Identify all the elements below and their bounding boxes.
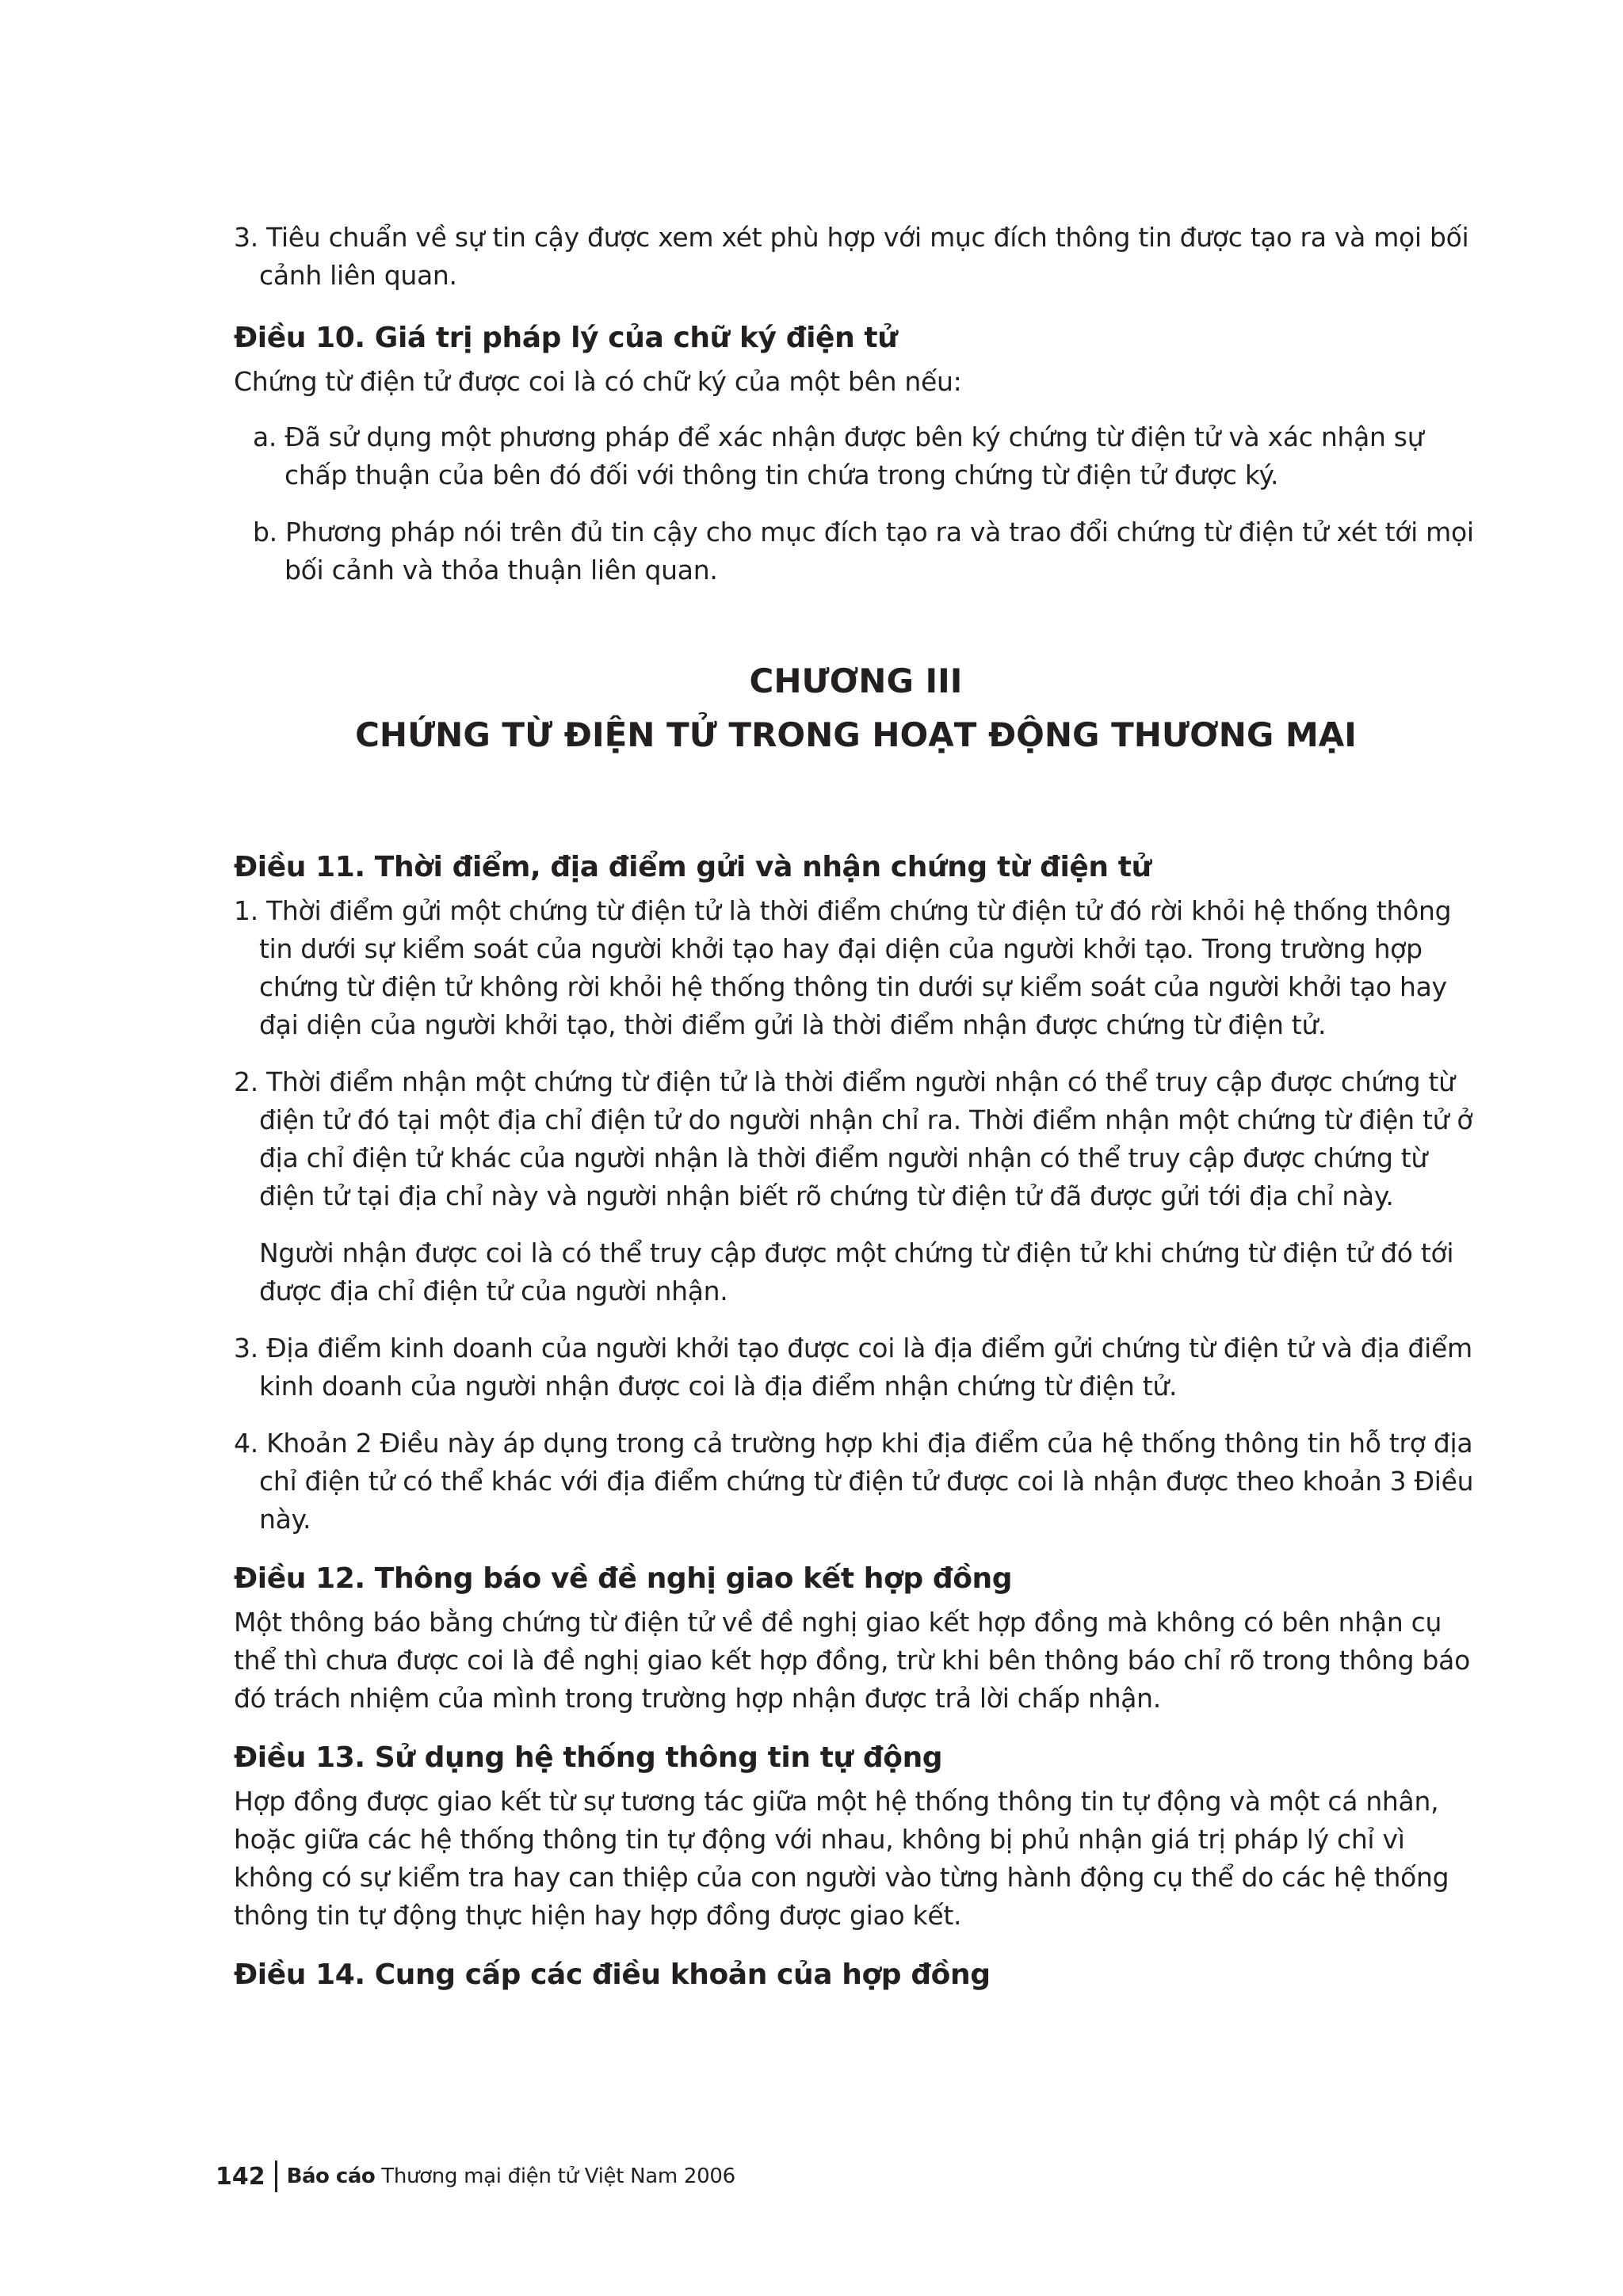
art14-heading: Điều 14. Cung cấp các điều khoản của hợp đồng <box>234 1958 991 1991</box>
page-content <box>234 219 1478 1995</box>
art10-heading: Điều 10. Giá trị pháp lý của chữ ký điện tử <box>234 322 898 354</box>
art10-intro: Chứng từ điện tử được coi là có chữ ký của một bên nếu: <box>234 366 962 397</box>
page-number: 142 <box>216 2162 265 2191</box>
art11-item3: 3. Địa điểm kinh doanh của người khởi tạo được coi là địa điểm gửi chứng từ điện tử và địa điểm kinh doanh của người nhận được coi là địa điểm nhận chứng từ điện tử. <box>234 1333 1472 1402</box>
art13-body: Hợp đồng được giao kết từ sự tương tác giữa một hệ thống thông tin tự động và một cá nhân, hoặc giữa các hệ thống thông tin tự động với nhau, không bị phủ nhận giá trị pháp lý chỉ vì không có sự kiểm tra hay can thiệp của con người vào từng hành động cụ thể do các hệ thống thông tin tự động thực hiện hay hợp đồng được giao kết. <box>234 1786 1449 1931</box>
art12-heading: Điều 12. Thông báo về đề nghị giao kết hợp đồng <box>234 1562 1013 1595</box>
art12-body: Một thông báo bằng chứng từ điện tử về đề nghị giao kết hợp đồng mà không có bên nhận cụ thể thì chưa được coi là đề nghị giao kết hợp đồng, trừ khi bên thông báo chỉ rõ trong thông báo đó trách nhiệm của mình trong trường hợp nhận được trả lời chấp nhận. <box>234 1607 1470 1714</box>
art9-item3: 3. Tiêu chuẩn về sự tin cậy được xem xét phù hợp với mục đích thông tin được tạo ra và mọi bối cảnh liên quan. <box>234 222 1469 291</box>
chapter-title: CHỨNG TỪ ĐIỆN TỬ TRONG HOẠT ĐỘNG THƯƠNG MẠI <box>355 715 1357 754</box>
art11-item4: 4. Khoản 2 Điều này áp dụng trong cả trường hợp khi địa điểm của hệ thống thông tin hỗ trợ địa chỉ điện tử có thể khác với địa điểm chứng từ điện tử được coi là nhận được theo khoản 3 Điều này. <box>234 1428 1474 1535</box>
art11-item1: 1. Thời điểm gửi một chứng từ điện tử là thời điểm chứng từ điện tử đó rời khỏi hệ thống thông tin dưới sự kiểm soát của người khởi tạo hay đại diện của người khởi tạo. Trong trường hợp chứng từ điện tử không rời khỏi hệ thống thông tin dưới sự kiểm soát của người khởi tạo hay đại diện của người khởi tạo, thời điểm gửi là thời điểm nhận được chứng từ điện tử. <box>234 895 1452 1040</box>
art11-heading: Điều 11. Thời điểm, địa điểm gửi và nhận chứng từ điện tử <box>234 851 1151 883</box>
page-footer <box>216 2157 735 2195</box>
footer-report-label: Báo cáo <box>286 2164 376 2188</box>
art11-item2: 2. Thời điểm nhận một chứng từ điện tử là thời điểm người nhận có thể truy cập được chứng từ điện tử đó tại một địa chỉ điện tử do người nhận chỉ ra. Thời điểm nhận một chứng từ điện tử ở địa chỉ điện tử khác của người nhận là thời điểm người nhận có thể truy cập được chứng từ điện tử tại địa chỉ này và người nhận biết rõ chứng từ điện tử đã được gửi tới địa chỉ này. <box>234 1066 1473 1211</box>
footer-report-title: Thương mại điện tử Việt Nam 2006 <box>381 2164 735 2188</box>
art11-item2-note: Người nhận được coi là có thể truy cập được một chứng từ điện tử khi chứng từ điện tử đó tới được địa chỉ điện tử của người nhận. <box>259 1238 1454 1306</box>
art10-item-b: b. Phương pháp nói trên đủ tin cậy cho mục đích tạo ra và trao đổi chứng từ điện tử xét tới mọi bối cảnh và thỏa thuận liên quan. <box>253 517 1474 585</box>
footer-divider <box>275 2161 277 2192</box>
art10-item-a: a. Đã sử dụng một phương pháp để xác nhận được bên ký chứng từ điện tử và xác nhận sự chấp thuận của bên đó đối với thông tin chứa trong chứng từ điện tử được ký. <box>253 421 1424 490</box>
art13-heading: Điều 13. Sử dụng hệ thống thông tin tự động <box>234 1741 943 1774</box>
chapter-number: CHƯƠNG III <box>749 662 963 700</box>
